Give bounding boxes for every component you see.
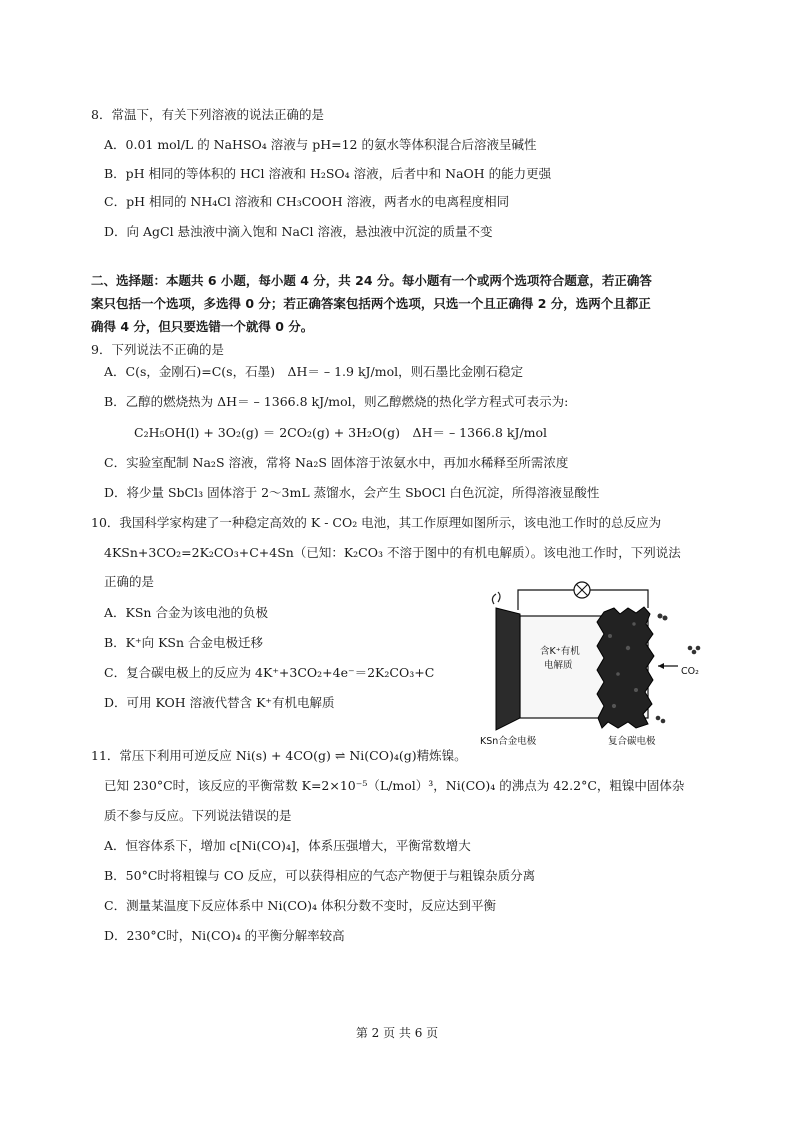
q9-option-b: B．乙醇的燃烧热为 ΔH＝ – 1366.8 kJ/mol，则乙醇燃烧的热化学方程式可表示为:: [104, 394, 569, 409]
q8-option-b: B．pH 相同的等体积的 HCl 溶液和 H₂SO₄ 溶液，后者中和 NaOH 的能力更强: [104, 166, 552, 181]
electrode-lead-marks: [492, 592, 500, 604]
q11-option-c: C．测量某温度下反应体系中 Ni(CO)₄ 体积分数不变时，反应达到平衡: [104, 898, 497, 913]
q8-option-c: C．pH 相同的 NH₄Cl 溶液和 CH₃COOH 溶液，两者水的电离程度相同: [104, 194, 510, 209]
q11-option-d: D．230°C时，Ni(CO)₄ 的平衡分解率较高: [104, 928, 345, 943]
q11-stem-line3: 质不参与反应。下列说法错误的是: [104, 808, 292, 823]
q8-option-d: D．向 AgCl 悬浊液中滴入饱和 NaCl 溶液，悬浊液中沉淀的质量不变: [104, 224, 493, 239]
q9-equation: C₂H₅OH(l) + 3O₂(g) ＝ 2CO₂(g) + 3H₂O(g) ΔH＝ – 1366.8 kJ/mol: [134, 425, 548, 440]
q10-option-c: C．复合碳电极上的反应为 4K⁺+3CO₂+4e⁻＝2K₂CO₃+C: [104, 665, 435, 680]
section2-instructions-line1: 二、选择题：本题共 6 小题，每小题 4 分，共 24 分。每小题有一个或两个选项符合题意，若正确答: [91, 273, 652, 288]
circuit-wire-left: [518, 590, 574, 610]
q11-stem-line2: 已知 230°C时，该反应的平衡常数 K=2×10⁻⁵（L/mol）³，Ni(CO)₄ 的沸点为 42.2°C，粗镍中固体杂: [104, 778, 685, 793]
ksn-electrode: [496, 608, 520, 730]
q11-option-a: A．恒容体系下，增加 c[Ni(CO)₄]，体系压强增大，平衡常数增大: [104, 838, 471, 853]
right-electrode-label: 复合碳电极: [608, 736, 656, 747]
q10-option-b: B．K⁺向 KSn 合金电极迁移: [104, 635, 264, 650]
q9-option-c: C．实验室配制 Na₂S 溶液，常将 Na₂S 固体溶于浓氨水中，再加水稀释至所需浓度: [104, 455, 569, 470]
circuit-wire-right: [590, 590, 648, 608]
q8-option-a: A．0.01 mol/L 的 NaHSO₄ 溶液与 pH=12 的氨水等体积混合后溶液呈碱性: [104, 137, 537, 152]
arrow-head-icon: [658, 663, 664, 669]
q9-option-a: A．C(s，金刚石)=C(s，石墨) ΔH＝ – 1.9 kJ/mol，则石墨比金刚石稳定: [104, 364, 524, 379]
q10-option-a: A．KSn 合金为该电池的负极: [104, 605, 268, 620]
q8-stem: 8．常温下，有关下列溶液的说法正确的是: [91, 107, 324, 122]
electrolyte-label-line1: 含K⁺有机: [540, 646, 580, 657]
page-number: 第 2 页 共 6 页: [355, 1026, 439, 1040]
k-co2-battery-diagram: [478, 578, 718, 748]
electrolyte-label-line2: 电解质: [544, 660, 573, 671]
q10-stem-line1: 10．我国科学家构建了一种稳定高效的 K - CO₂ 电池，其工作原理如图所示，该电池工作时的总反应为: [91, 515, 662, 530]
carbon-electrode: [597, 607, 654, 728]
q9-option-d: D．将少量 SbCl₃ 固体溶于 2～3mL 蒸馏水，会产生 SbOCl 白色沉淀，所得溶液显酸性: [104, 485, 600, 500]
section2-instructions-line3: 确得 4 分，但只要选错一个就得 0 分。: [91, 319, 314, 334]
left-electrode-label: KSn合金电极: [480, 736, 537, 747]
q10-option-d: D．可用 KOH 溶液代替含 K⁺有机电解质: [104, 695, 335, 710]
q11-stem-line1: 11．常压下利用可逆反应 Ni(s) + 4CO(g) ⇌ Ni(CO)₄(g)精炼镍。: [91, 748, 467, 763]
q11-option-b: B．50°C时将粗镍与 CO 反应，可以获得相应的气态产物便于与粗镍杂质分离: [104, 868, 536, 883]
q9-stem: 9．下列说法不正确的是: [91, 342, 224, 357]
section2-instructions-line2: 案只包括一个选项，多选得 0 分；若正确答案包括两个选项，只选一个且正确得 2 分，选两个且都正: [91, 296, 651, 311]
bulb-icon: [574, 582, 590, 598]
q10-stem-line2: 4KSn+3CO₂=2K₂CO₃+C+4Sn（已知：K₂CO₃ 不溶于图中的有机电解质）。该电池工作时，下列说法: [104, 545, 681, 560]
q10-stem-line3: 正确的是: [104, 574, 155, 589]
co2-label: CO₂: [681, 666, 699, 677]
